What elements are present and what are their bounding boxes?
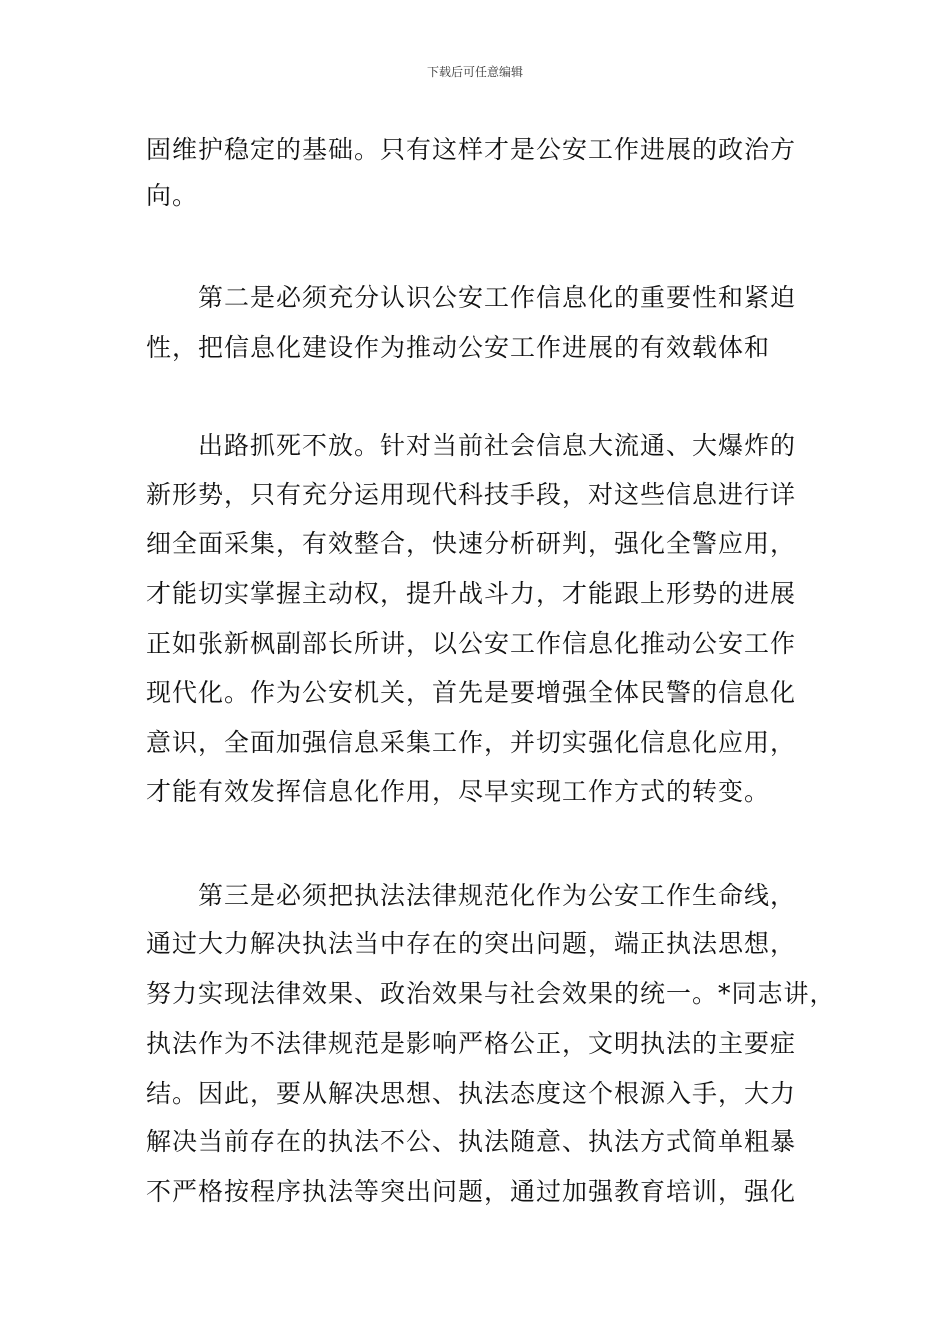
text-line: 出路抓死不放。针对当前社会信息大流通、大爆炸的 xyxy=(146,431,797,460)
text-line: 正如张新枫副部长所讲，以公安工作信息化推动公安工作 xyxy=(146,629,797,658)
text-line: 第三是必须把执法法律规范化作为公安工作生命线， xyxy=(146,881,797,910)
page-header: 下载后可任意编辑 xyxy=(426,65,523,79)
text-line: 向。 xyxy=(146,181,199,210)
text-line: 第二是必须充分认识公安工作信息化的重要性和紧迫 xyxy=(146,283,797,312)
text-line: 才能切实掌握主动权，提升战斗力，才能跟上形势的进展 xyxy=(146,579,797,608)
text-line: 细全面采集，有效整合，快速分析研判，强化全警应用， xyxy=(146,529,797,558)
text-line: 意识，全面加强信息采集工作，并切实强化信息化应用， xyxy=(146,728,797,757)
text-line: 才能有效发挥信息化作用，尽早实现工作方式的转变。 xyxy=(146,777,771,806)
text-line: 现代化。作为公安机关，首先是要增强全体民警的信息化 xyxy=(146,678,797,707)
text-line: 性，把信息化建设作为推动公安工作进展的有效载体和 xyxy=(146,333,771,362)
text-line: 固维护稳定的基础。只有这样才是公安工作进展的政治方 xyxy=(146,135,797,164)
text-line: 执法作为不法律规范是影响严格公正，文明执法的主要症 xyxy=(146,1029,797,1058)
text-line: 不严格按程序执法等突出问题，通过加强教育培训，强化 xyxy=(146,1177,797,1206)
text-line: 结。因此，要从解决思想、执法态度这个根源入手，大力 xyxy=(146,1079,797,1108)
text-line: 通过大力解决执法当中存在的突出问题，端正执法思想， xyxy=(146,929,797,958)
text-line: 新形势，只有充分运用现代科技手段，对这些信息进行详 xyxy=(146,480,797,509)
text-line: 努力实现法律效果、政治效果与社会效果的统一。*同志讲， xyxy=(146,979,836,1008)
text-line: 解决当前存在的执法不公、执法随意、执法方式简单粗暴 xyxy=(146,1127,797,1156)
